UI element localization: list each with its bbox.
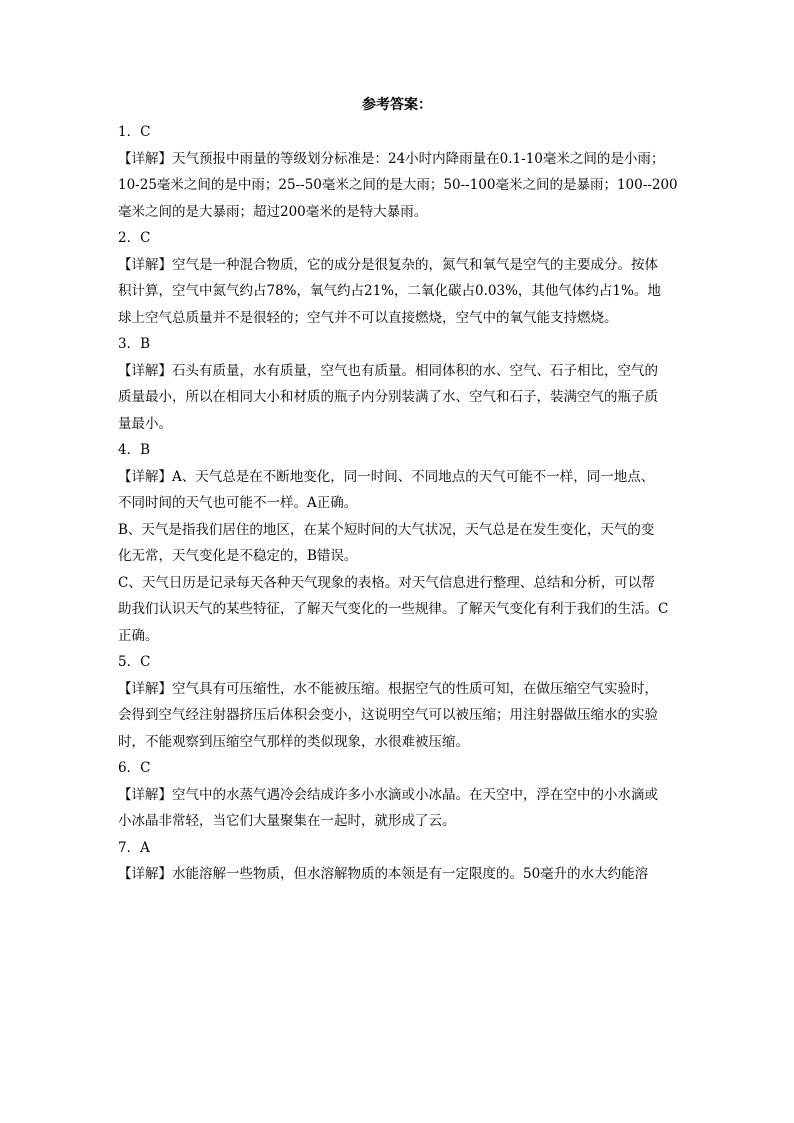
explanation-line: 毫米之间的是大暴雨；超过200毫米的是特大暴雨。 [118,203,428,220]
page-title: 参考答案： [362,97,432,113]
explanation-line: 会得到空气经注射器挤压后体积会变小，这说明空气可以被压缩；用注射器做压缩水的实验 [118,707,658,723]
explanation-line: 助我们认识天气的某些特征，了解天气变化的一些规律。了解天气变化有利于我们的生活。C [118,601,669,617]
answer-number: 5．C [118,654,151,670]
explanation-line: 球上空气总质量并不是很轻的；空气并不可以直接燃烧，空气中的氧气能支持燃烧。 [118,309,618,326]
answer-item [118,119,680,225]
answer-item [118,649,680,755]
explanation-line: C、天气日历是记录每天各种天气现象的表格。对天气信息进行整理、总结和分析，可以帮 [118,574,655,591]
answer-item [118,755,680,835]
explanation-line: 【详解】水能溶解一些物质，但水溶解物质的本领是有一定限度的。50毫升的水大约能溶 [118,866,649,882]
explanation-line: 【详解】天气预报中雨量的等级划分标准是：24小时内降雨量在0.1-10毫米之间的是小雨； [118,150,665,167]
explanation-line: 化无常，天气变化是不稳定的，B错误。 [118,548,358,564]
explanation-line: 量最小。 [118,415,172,432]
answer-number: 6．C [118,760,151,776]
answer-item [118,225,680,331]
explanation-line: 质量最小，所以在相同大小和材质的瓶子内分别装满了水、空气和石子，装满空气的瓶子质 [118,389,658,405]
explanation-line: 【详解】空气具有可压缩性，水不能被压缩。根据空气的性质可知，在做压缩空气实验时， [118,680,658,697]
explanation-line: 时，不能观察到压缩空气那样的类似现象，水很难被压缩。 [118,733,469,750]
answer-item [118,835,680,888]
answer-number: 3．B [118,336,151,352]
answer-number: 2．C [118,230,151,246]
explanation-line: 不同时间的天气也可能不一样。A正确。 [118,495,358,511]
explanation-line: B、天气是指我们居住的地区，在某个短时间的大气状况，天气总是在发生变化，天气的变 [118,521,655,538]
explanation-line: 小冰晶非常轻，当它们大量聚集在一起时，就形成了云。 [118,813,456,829]
explanation-line: 【详解】A、天气总是在不断地变化，同一时间、不同地点的天气可能不一样，同一地点、 [118,468,655,485]
answer-number: 7．A [118,839,150,856]
explanation-line: 积计算，空气中氮气约占78%，氧气约占21%，二氧化碳占0.03%，其他气体约占1%。地 [118,283,661,299]
explanation-line: 【详解】空气是一种混合物质，它的成分是很复杂的，氮气和氧气是空气的主要成分。按体 [118,256,658,273]
answer-item [118,331,680,437]
answer-list [118,119,680,888]
answer-number: 4．B [118,442,151,458]
explanation-line: 【详解】石头有质量，水有质量，空气也有质量。相同体积的水、空气、石子相比，空气的 [118,362,658,379]
explanation-line: 10-25毫米之间的是中雨；25--50毫米之间的是大雨；50--100毫米之间的是暴雨；100--200 [118,177,678,193]
answer-item [118,437,680,649]
answer-number: 1．C [118,124,151,140]
explanation-line: 正确。 [118,627,159,644]
explanation-line: 【详解】空气中的水蒸气遇冷会结成许多小水滴或小冰晶。在天空中，浮在空中的小水滴或 [118,786,658,803]
